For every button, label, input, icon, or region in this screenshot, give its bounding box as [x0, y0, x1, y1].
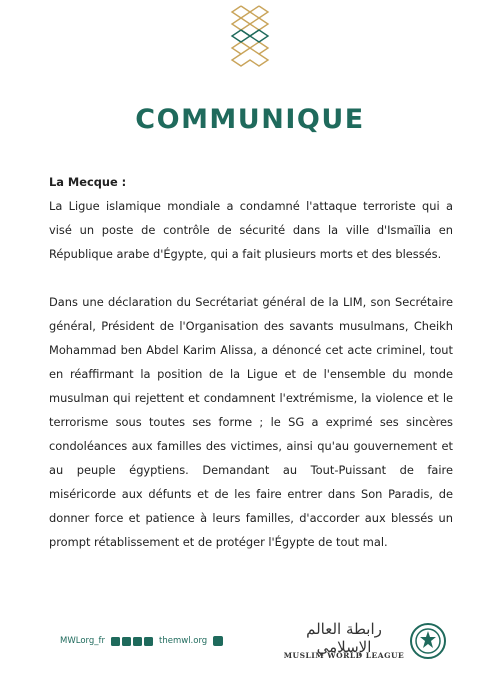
social-icons	[111, 637, 153, 646]
website-link[interactable]: themwl.org	[159, 636, 208, 646]
org-name: MUSLIM WORLD LEAGUE	[283, 651, 405, 660]
mwl-emblem-icon	[409, 622, 447, 664]
paragraph-2: Dans une déclaration du Secrétariat général de la LIM, son Secrétaire général, Président de l'Organisation des savants musulmans, Cheikh Mohammad ben Abdel Karim Alissa, a dénoncé cet acte criminel, tout en réaffirmant la position de la Ligue et de l'ensemble du monde musulman qui rejettent et condamnent l'extrémisme, la violence et le terrorisme sous toutes ses forme ; le SG a exprimé ses sincères condoléances aux familles des victimes, ainsi qu'au gouvernement et au peuple égyptiens. Demandant au Tout-Puissant de faire miséricorde aux défunts et de les faire entrer dans Son Paradis, de donner force et patience à leurs familles, d'accorder aux blessés un prompt rétablissement et de protéger l'Égypte de tout mal.	[49, 295, 453, 549]
org-name-arabic: رابطة العالم الإسلامي	[306, 620, 382, 656]
twitter-icon[interactable]	[144, 637, 153, 646]
web-icon	[213, 636, 223, 646]
geometric-pattern-icon	[221, 2, 279, 74]
dateline: La Mecque :	[49, 175, 127, 189]
facebook-icon[interactable]	[122, 637, 131, 646]
org-logo	[278, 620, 448, 664]
page-title: COMMUNIQUE	[135, 104, 365, 135]
instagram-icon[interactable]	[133, 637, 142, 646]
youtube-icon[interactable]	[111, 637, 120, 646]
social-footer	[60, 636, 223, 646]
paragraph-1: La Ligue islamique mondiale a condamné l'attaque terroriste qui a visé un poste de contrôle de sécurité dans la ville d'Ismaïlia en République arabe d'Égypte, qui a fait plusieurs morts et des blessés.	[49, 199, 453, 261]
communique-body	[49, 170, 453, 554]
social-handle: MWLorg_fr	[60, 636, 106, 646]
